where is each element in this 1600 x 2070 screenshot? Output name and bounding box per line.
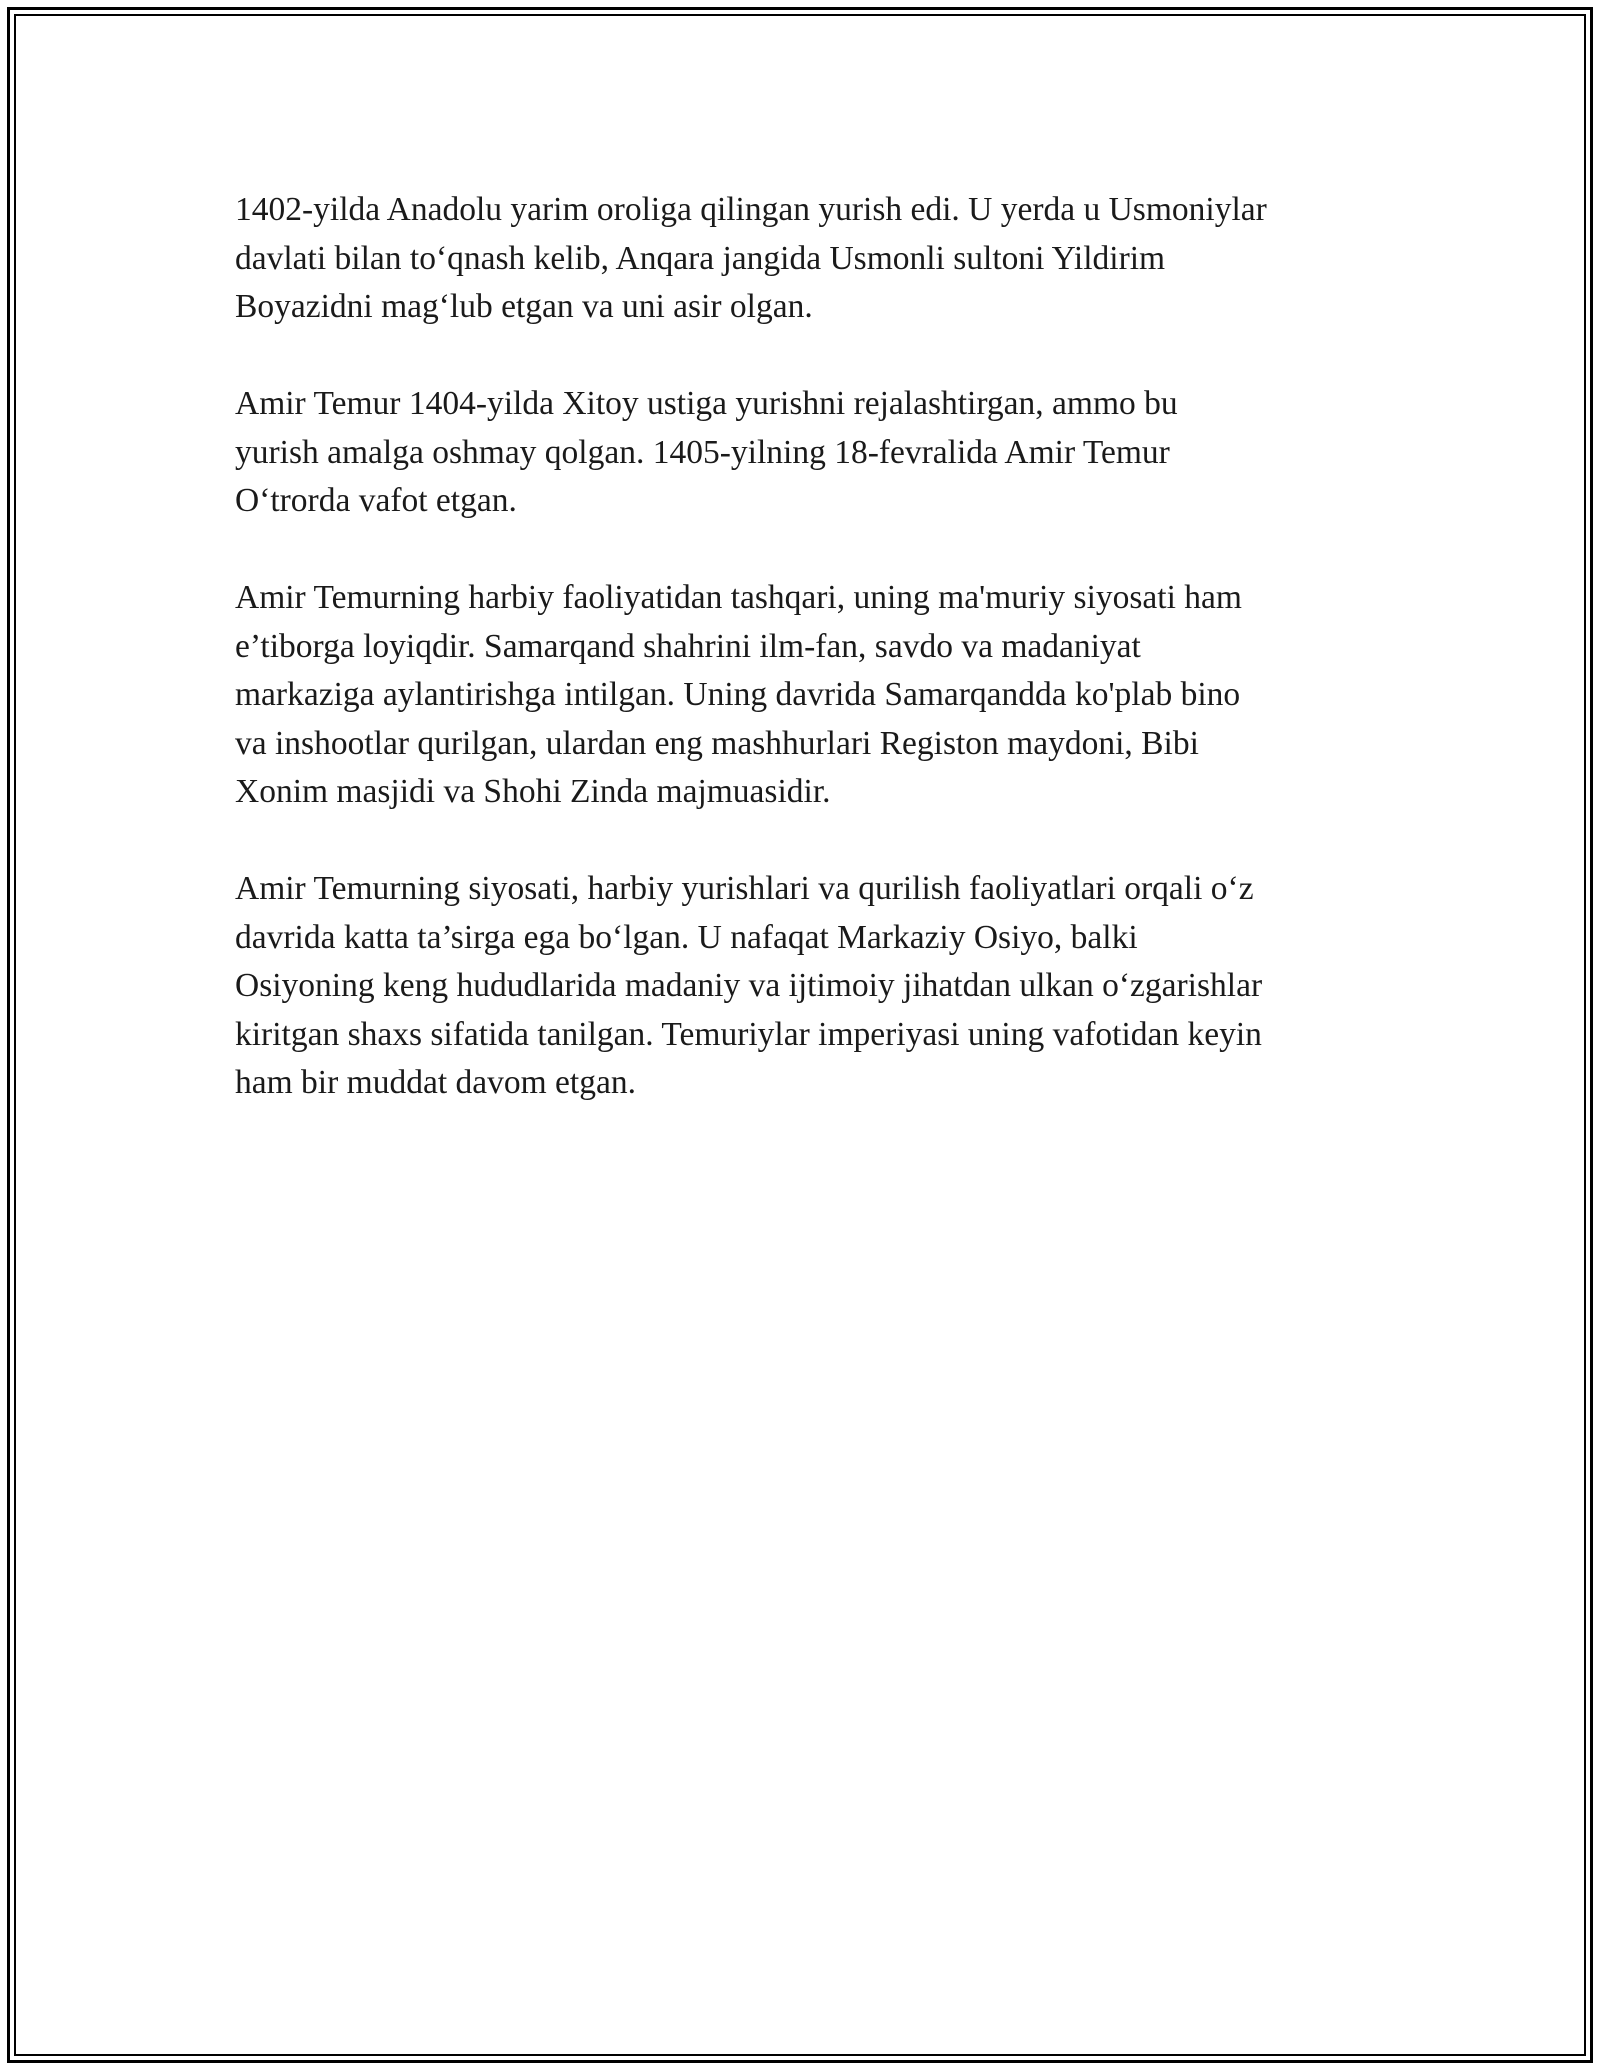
paragraph-2	[235, 380, 1380, 526]
text-line: Osiyoning keng hududlarida madaniy va ijtimoiy jihatdan ulkan o‘zgarishlar	[235, 967, 1263, 1004]
text-line: Amir Temur 1404-yilda Xitoy ustiga yurishni rejalashtirgan, ammo bu	[235, 385, 1178, 422]
text-line: ham bir muddat davom etgan.	[235, 1064, 636, 1101]
text-line: O‘trorda vafot etgan.	[235, 482, 517, 519]
paragraph-3	[235, 574, 1380, 817]
text-line: Amir Temurning siyosati, harbiy yurishlari va qurilish faoliyatlari orqali o‘z	[235, 870, 1254, 907]
text-line: Amir Temurning harbiy faoliyatidan tashqari, uning ma'muriy siyosati ham	[235, 579, 1242, 616]
text-line: Xonim masjidi va Shohi Zinda majmuasidir.	[235, 773, 831, 810]
text-line: Boyazidni mag‘lub etgan va uni asir olgan.	[235, 288, 813, 325]
paragraph-1	[235, 186, 1380, 332]
text-line: e’tiborga loyiqdir. Samarqand shahrini ilm-fan, savdo va madaniyat	[235, 627, 1141, 665]
text-line: va inshootlar qurilgan, ulardan eng mashhurlari Registon maydoni, Bibi	[235, 724, 1199, 762]
document-body	[235, 186, 1380, 1156]
text-line: 1402-yilda Anadolu yarim oroliga qilingan yurish edi. U yerda u Usmoniylar	[235, 191, 1267, 228]
paragraph-4	[235, 865, 1380, 1108]
text-line: markaziga aylantirishga intilgan. Uning davrida Samarqandda ko'plab bino	[235, 676, 1241, 713]
text-line: davlati bilan to‘qnash kelib, Anqara jangida Usmonli sultoni Yildirim	[235, 239, 1166, 277]
text-line: yurish amalga oshmay qolgan. 1405-yilning 18-fevralida Amir Temur	[235, 433, 1170, 471]
text-line: kiritgan shaxs sifatida tanilgan. Temuriylar imperiyasi uning vafotidan keyin	[235, 1015, 1262, 1053]
text-line: davrida katta ta’sirga ega bo‘lgan. U nafaqat Markaziy Osiyo, balki	[235, 918, 1138, 956]
